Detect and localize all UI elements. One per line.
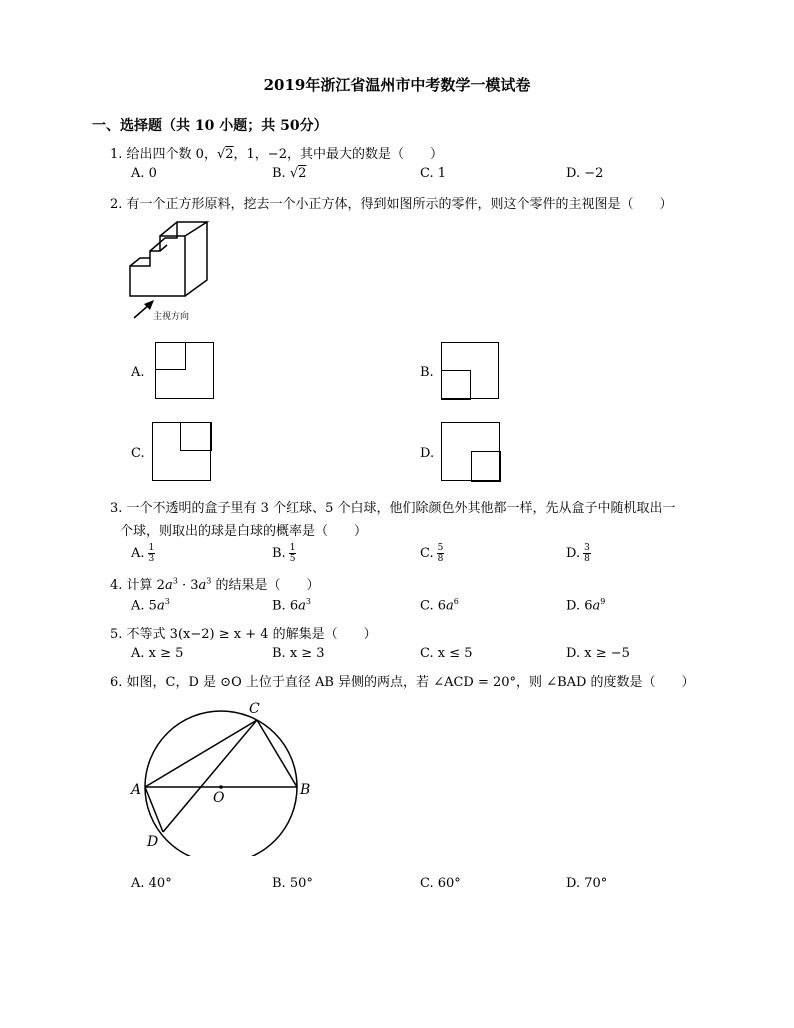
numerator: 1 xyxy=(289,543,296,553)
q5-option-b[interactable]: B. x ≥ 3 xyxy=(272,646,325,661)
denominator: 3 xyxy=(148,554,155,564)
q1-option-c[interactable]: C. 1 xyxy=(420,166,447,181)
question-4-stem xyxy=(110,574,319,593)
variable: a xyxy=(156,598,165,614)
denominator: 8 xyxy=(437,554,444,564)
variable: a xyxy=(298,598,306,614)
circle-o xyxy=(145,711,297,856)
denominator: 8 xyxy=(584,554,590,564)
q3-option-a[interactable] xyxy=(131,543,155,564)
q6-option-c[interactable]: C. 60° xyxy=(420,876,461,891)
q2-option-c[interactable]: C. xyxy=(131,446,145,461)
question-3-stem-line2: 个球，则取出的球是白球的概率是（ ） xyxy=(120,524,368,539)
variable: a xyxy=(198,578,207,593)
q6-option-b[interactable]: B. 50° xyxy=(272,876,313,891)
q2-option-a[interactable]: A. xyxy=(131,365,145,380)
label-d: D xyxy=(147,834,159,850)
q1-option-d[interactable]: D. −2 xyxy=(566,166,604,181)
sqrt-argument: 2 xyxy=(298,166,307,181)
small-square xyxy=(441,370,471,400)
numerator: 3 xyxy=(584,543,590,553)
numerator: 5 xyxy=(437,543,444,553)
q6-option-a[interactable]: A. 40° xyxy=(131,876,172,891)
q4-option-b[interactable] xyxy=(272,597,311,613)
view-direction-label: 主视方向 xyxy=(153,312,190,322)
circle-figure xyxy=(125,696,325,856)
exponent: 3 xyxy=(172,576,178,586)
q2-option-b[interactable]: B. xyxy=(420,365,434,380)
question-6-stem: 6. 如图，C，D 是 ⊙O 上位于直径 AB 异侧的两点，若 ∠ACD = 20°，则 ∠BAD 的度数是（ ） xyxy=(110,675,695,690)
fraction xyxy=(148,543,156,564)
variable: a xyxy=(592,598,601,614)
label-c: C xyxy=(249,701,260,717)
small-square xyxy=(155,342,186,370)
option-label: A. 5 xyxy=(131,598,157,614)
q3-option-b[interactable] xyxy=(272,543,296,564)
q4-stem-end: 的结果是（ ） xyxy=(211,578,320,593)
question-1-stem xyxy=(110,143,443,162)
q3-option-c[interactable] xyxy=(420,543,444,564)
q2-option-c-figure[interactable] xyxy=(152,422,211,481)
small-square xyxy=(180,422,212,451)
option-label: C. xyxy=(420,546,434,561)
q4-option-c[interactable] xyxy=(420,597,459,613)
q5-option-a[interactable]: A. x ≥ 5 xyxy=(131,646,184,661)
q5-option-d[interactable]: D. x ≥ −5 xyxy=(566,646,630,661)
q2-option-d-figure[interactable] xyxy=(441,422,500,481)
option-label: B. 6 xyxy=(272,598,299,614)
part-top-face xyxy=(160,222,207,236)
exponent: 3 xyxy=(206,576,212,586)
variable: a xyxy=(446,598,454,614)
q1-option-a[interactable]: A. 0 xyxy=(131,166,157,181)
q2-option-a-figure[interactable] xyxy=(155,342,214,399)
exam-title: 2019年浙江省温州市中考数学一模试卷 xyxy=(263,76,531,94)
q5-option-c[interactable]: C. x ≤ 5 xyxy=(420,646,473,661)
q2-option-b-figure[interactable] xyxy=(441,342,499,399)
section-heading: 一、选择题（共 10 小题；共 50分） xyxy=(92,118,328,134)
question-2-stem: 2. 有一个正方形原料，挖去一个小正方体，得到如图所示的零件，则这个零件的主视图是（ ） xyxy=(110,197,673,212)
exponent: 6 xyxy=(453,597,459,606)
segment-cd xyxy=(163,720,257,832)
q1-stem-part-b: ，1，−2，其中最大的数是（ ） xyxy=(233,147,443,162)
q2-option-d[interactable]: D. xyxy=(420,446,435,461)
segment-ac xyxy=(145,720,257,787)
numerator: 1 xyxy=(148,543,155,553)
variable: a xyxy=(164,578,173,593)
q4-stem-part-a: 4. 计算 2 xyxy=(110,578,165,593)
sqrt-symbol: √ xyxy=(216,147,226,162)
q1-option-b-label: B. xyxy=(272,166,290,181)
label-b: B xyxy=(300,782,311,798)
q1-stem-part-a: 1. 给出四个数 0， xyxy=(110,147,217,162)
q4-stem-mid: · 3 xyxy=(177,578,199,593)
question-3-stem-line1: 3. 一个不透明的盒子里有 3 个红球、5 个白球，他们除颜色外其他都一样，先从盒子中随机取出一 xyxy=(110,501,676,516)
option-label: B. xyxy=(272,546,286,561)
exponent: 9 xyxy=(600,597,606,606)
segment-cb xyxy=(257,720,297,787)
option-label: D. 6 xyxy=(566,598,593,614)
fraction xyxy=(583,543,591,564)
exponent: 3 xyxy=(164,597,170,606)
option-label: D. xyxy=(566,546,581,561)
label-a: A xyxy=(131,782,142,798)
sqrt-argument: 2 xyxy=(225,147,234,162)
sqrt-symbol: √ xyxy=(289,166,299,181)
q4-option-a[interactable] xyxy=(131,597,170,613)
question-5-stem: 5. 不等式 3(x−2) ≥ x + 4 的解集是（ ） xyxy=(110,627,377,642)
denominator: 5 xyxy=(289,554,296,564)
q6-option-d[interactable]: D. 70° xyxy=(566,876,608,891)
fraction xyxy=(437,543,445,564)
option-label: A. xyxy=(131,546,145,561)
q3-option-d[interactable] xyxy=(566,543,591,564)
option-label: C. 6 xyxy=(420,598,447,614)
part-figure xyxy=(120,218,220,323)
small-square xyxy=(471,451,501,482)
exponent: 3 xyxy=(305,597,311,606)
fraction xyxy=(289,543,297,564)
center-point xyxy=(219,785,223,789)
q1-option-b[interactable] xyxy=(272,166,306,181)
label-o: O xyxy=(213,790,225,806)
q4-option-d[interactable] xyxy=(566,597,605,613)
